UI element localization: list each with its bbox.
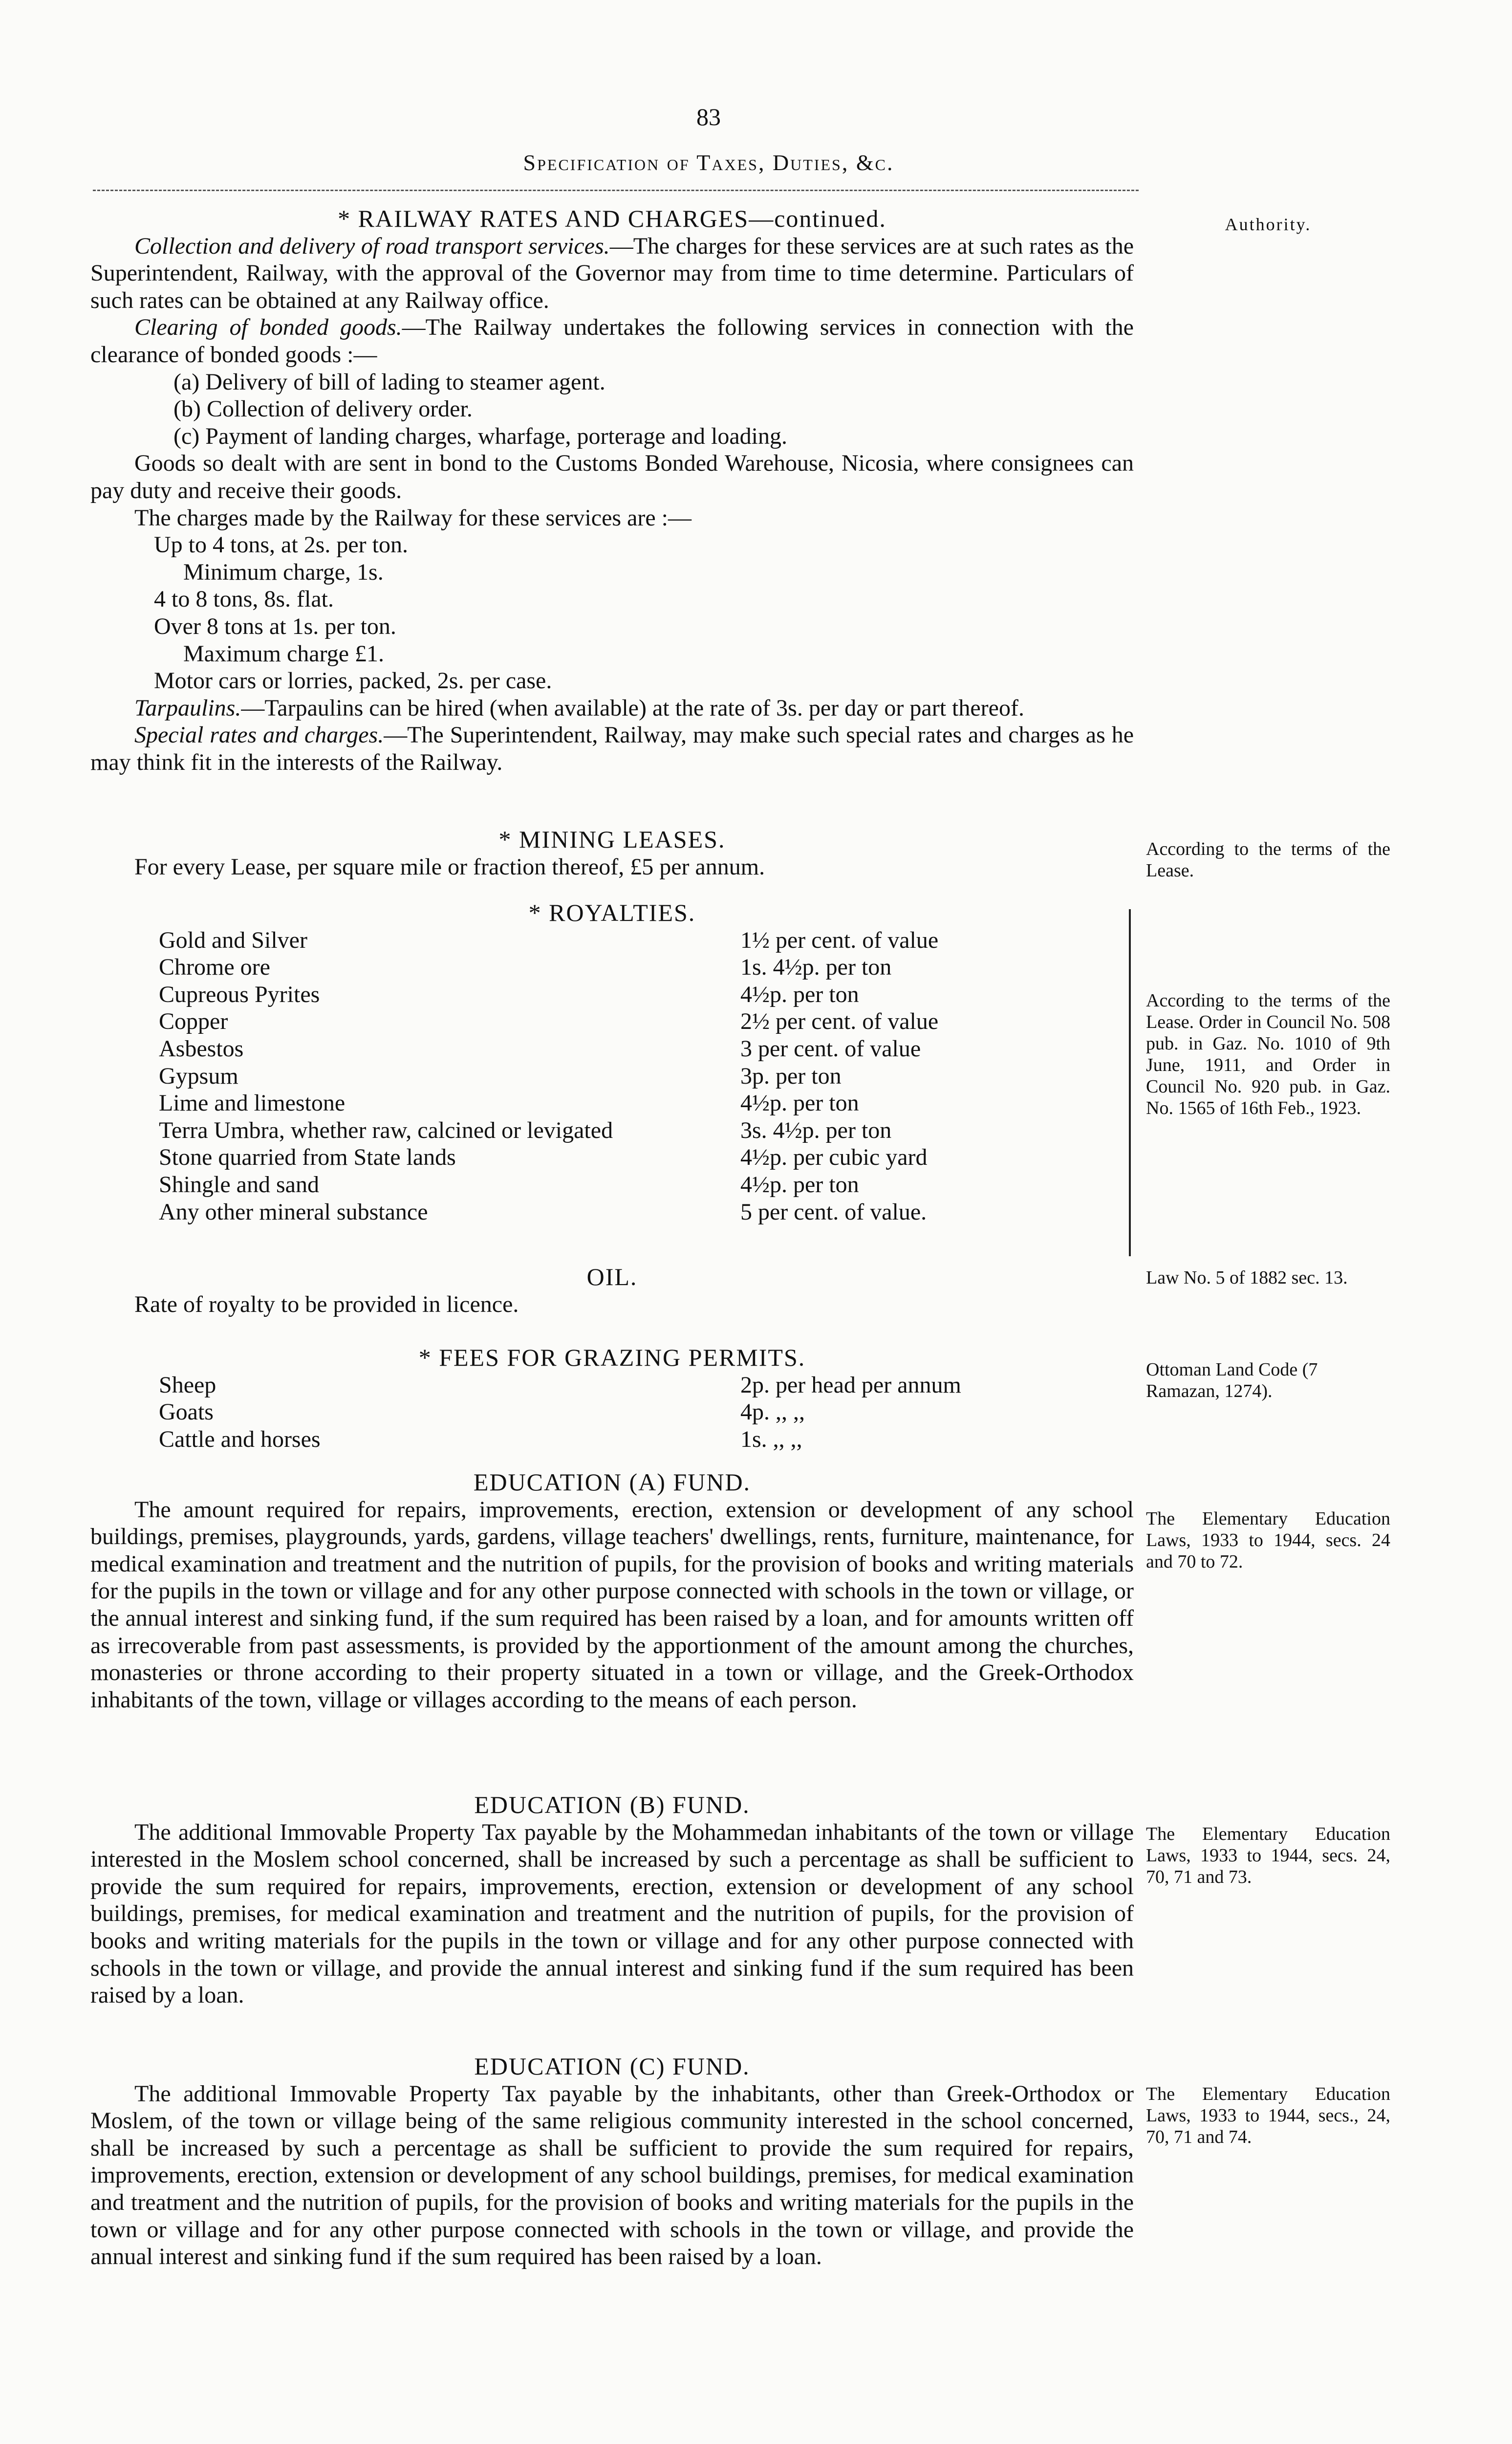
table-row-rate: 3 per cent. of value — [740, 1035, 921, 1062]
charge-item: Up to 4 tons, at 2s. per ton. — [154, 532, 408, 558]
clearing-text: —The Railway undertakes the following services in connection with the clearance of bonded goods :— — [90, 314, 1134, 368]
charge-item: 4 to 8 tons, 8s. flat. — [154, 586, 334, 612]
education-b-authority: The Elementary Education Laws, 1933 to 1944, secs. 24, 70, 71 and 73. — [1146, 1824, 1390, 1887]
tarpaulins-title: Tarpaulins. — [134, 695, 241, 721]
special-text: —The Superintendent, Railway, may make such special rates and charges as he may think fit in the interests of the Railway. — [90, 722, 1134, 775]
authority-header: Authority. — [1225, 215, 1312, 234]
table-row-rate: 2p. per head per annum — [740, 1372, 961, 1398]
collection-title: Collection and delivery of road transport services. — [134, 233, 610, 259]
table-row-item: Chrome ore — [159, 954, 270, 981]
table-row-item: Lime and limestone — [159, 1090, 346, 1116]
education-a-section — [90, 1469, 1134, 1713]
charge-item: Over 8 tons at 1s. per ton. — [154, 613, 396, 639]
education-a-heading: EDUCATION (A) FUND. — [473, 1468, 751, 1496]
charge-item: Motor cars or lorries, packed, 2s. per case. — [154, 668, 552, 694]
mining-text: For every Lease, per square mile or fraction thereof, £5 per annum. — [134, 853, 765, 880]
tarpaulins-paragraph — [90, 695, 1134, 722]
table-row-rate: 1½ per cent. of value — [740, 927, 939, 953]
table-row-rate: 4½p. per ton — [740, 1090, 859, 1116]
service-item: (b) Collection of delivery order. — [173, 396, 473, 422]
table-row-item: Terra Umbra, whether raw, calcined or levigated — [159, 1117, 613, 1143]
table-row-item: Cupreous Pyrites — [159, 981, 320, 1007]
special-paragraph — [90, 721, 1134, 776]
oil-heading: OIL. — [586, 1263, 638, 1290]
oil-text: Rate of royalty to be provided in licence. — [134, 1291, 519, 1317]
grazing-section — [90, 1344, 1134, 1453]
service-item: (c) Payment of landing charges, wharfage, porterage and loading. — [173, 423, 787, 449]
grazing-table — [90, 1372, 1134, 1453]
railway-section — [90, 205, 1134, 776]
table-row-item: Sheep — [159, 1372, 216, 1398]
tarpaulins-text: —Tarpaulins can be hired (when available) at the rate of 3s. per day or part thereof. — [241, 695, 1024, 721]
mining-section — [90, 826, 1134, 880]
table-row-rate: 1s. ,, ,, — [740, 1426, 802, 1452]
table-row-rate: 4½p. per cubic yard — [740, 1144, 928, 1171]
table-row-item: Cattle and horses — [159, 1426, 321, 1452]
table-row-rate: 4p. ,, ,, — [740, 1399, 805, 1425]
table-row-item: Copper — [159, 1008, 228, 1035]
table-row-rate: 4½p. per ton — [740, 1171, 859, 1198]
charges-intro: The charges made by the Railway for these services are :— — [134, 504, 691, 531]
education-c-section — [90, 2053, 1134, 2270]
table-row-rate: 1s. 4½p. per ton — [740, 954, 892, 981]
mining-heading: * MINING LEASES. — [498, 826, 726, 853]
education-c-text: The additional Immovable Property Tax payable by the inhabitants, other than Greek-Orthodox or Moslem, of the town or village being of the same religious community interested in the school concerned, shall be increased by such a percentage as shall be sufficient to provide the sum required for repairs, improvements, erection, extension or development of any school buildings, premises, for medical examination and treatment and the nutrition of pupils, for the provision of books and writing materials for the pupils in the town or village and for any other purpose connected with schools in the town or village, and provide the annual interest and sinking fund if the sum required has been raised by a loan. — [90, 2080, 1134, 2270]
table-row-item: Any other mineral substance — [159, 1199, 428, 1225]
table-row-item: Gypsum — [159, 1063, 238, 1089]
royalties-section — [90, 899, 1134, 1225]
table-row-item: Stone quarried from State lands — [159, 1144, 456, 1171]
collection-text: —The charges for these services are at such rates as the Superintendent, Railway, with the approval of the Governor may from time to time determine. Particulars of such rates can be obtained at any Railway office. — [90, 233, 1134, 313]
royalties-heading: * ROYALTIES. — [528, 899, 696, 926]
goods-paragraph: Goods so dealt with are sent in bond to the Customs Bonded Warehouse, Nicosia, where consignees can pay duty and receive their goods. — [90, 450, 1134, 503]
collection-paragraph — [90, 233, 1134, 314]
table-row-item: Asbestos — [159, 1035, 244, 1062]
royalties-brace — [1129, 909, 1131, 1256]
service-item: (a) Delivery of bill of lading to steamer agent. — [173, 369, 605, 395]
table-row-rate: 5 per cent. of value. — [740, 1199, 927, 1225]
table-row-rate: 4½p. per ton — [740, 981, 859, 1007]
oil-section — [90, 1264, 1134, 1318]
education-a-authority: The Elementary Education Laws, 1933 to 1944, secs. 24 and 70 to 72. — [1146, 1508, 1390, 1572]
page-number: 83 — [696, 103, 721, 131]
table-row-item: Goats — [159, 1399, 214, 1425]
grazing-authority: Ottoman Land Code (7 Ramazan, 1274). — [1146, 1359, 1318, 1401]
running-head: Specification of Taxes, Duties, &c. — [523, 150, 894, 175]
clearing-paragraph — [90, 314, 1134, 368]
education-c-heading: EDUCATION (C) FUND. — [474, 2052, 750, 2080]
grazing-heading: * FEES FOR GRAZING PERMITS. — [418, 1344, 806, 1371]
header-rule — [93, 190, 1139, 191]
oil-authority: Law No. 5 of 1882 sec. 13. — [1146, 1267, 1348, 1288]
table-row-rate: 3s. 4½p. per ton — [740, 1117, 892, 1143]
education-b-heading: EDUCATION (B) FUND. — [474, 1791, 750, 1818]
special-title: Special rates and charges. — [134, 722, 384, 748]
table-row-item: Gold and Silver — [159, 927, 307, 953]
royalties-authority: According to the terms of the Lease. Order in Council No. 508 pub. in Gaz. No. 1010 of 9th June, 1911, and Order in Council No. 920 pub. in Gaz. No. 1565 of 16th Feb., 1923. — [1146, 990, 1390, 1118]
table-row-rate: 3p. per ton — [740, 1063, 842, 1089]
education-b-section — [90, 1791, 1134, 2009]
royalties-table — [90, 927, 1134, 1226]
education-b-text: The additional Immovable Property Tax payable by the Mohammedan inhabitants of the town or village interested in the Moslem school concerned, shall be increased by such a percentage as shall be sufficient to provide the sum required for repairs, improvements, erection, extension or development of any school buildings, premises, for medical examination and treatment and the nutrition of pupils, for the provision of books and writing materials for the pupils in the town or village and for any other purpose connected with schools in the town or village, and provide the annual interest and sinking fund if the sum required has been raised by a loan. — [90, 1819, 1134, 2008]
clearing-title: Clearing of bonded goods. — [134, 314, 402, 341]
charge-item: Maximum charge £1. — [183, 640, 385, 667]
charge-item: Minimum charge, 1s. — [183, 559, 384, 585]
education-a-text: The amount required for repairs, improvements, erection, extension or development of any school buildings, premises, playgrounds, yards, gardens, village teachers' dwellings, rents, furniture, maintenance, for medical examination and treatment and the nutrition of pupils, for the provision of books and writing materials for the pupils in the town or village and for any other purpose connected with schools in the town or village, or the annual interest and sinking fund, if the sum required has been raised by a loan, and for amounts written off as irrecoverable from past assessments, is provided by the apportionment of the amount among the churches, monasteries or throne according to their property situated in a town or village, and the Greek-Orthodox inhabitants of the town, village or villages according to the means of each person. — [90, 1496, 1134, 1713]
railway-heading: * RAILWAY RATES AND CHARGES—continued. — [338, 205, 886, 232]
mining-authority: According to the terms of the Lease. — [1146, 839, 1390, 881]
table-row-rate: 2½ per cent. of value — [740, 1008, 939, 1035]
table-row-item: Shingle and sand — [159, 1171, 319, 1198]
education-c-authority: The Elementary Education Laws, 1933 to 1944, secs., 24, 70, 71 and 74. — [1146, 2084, 1390, 2147]
